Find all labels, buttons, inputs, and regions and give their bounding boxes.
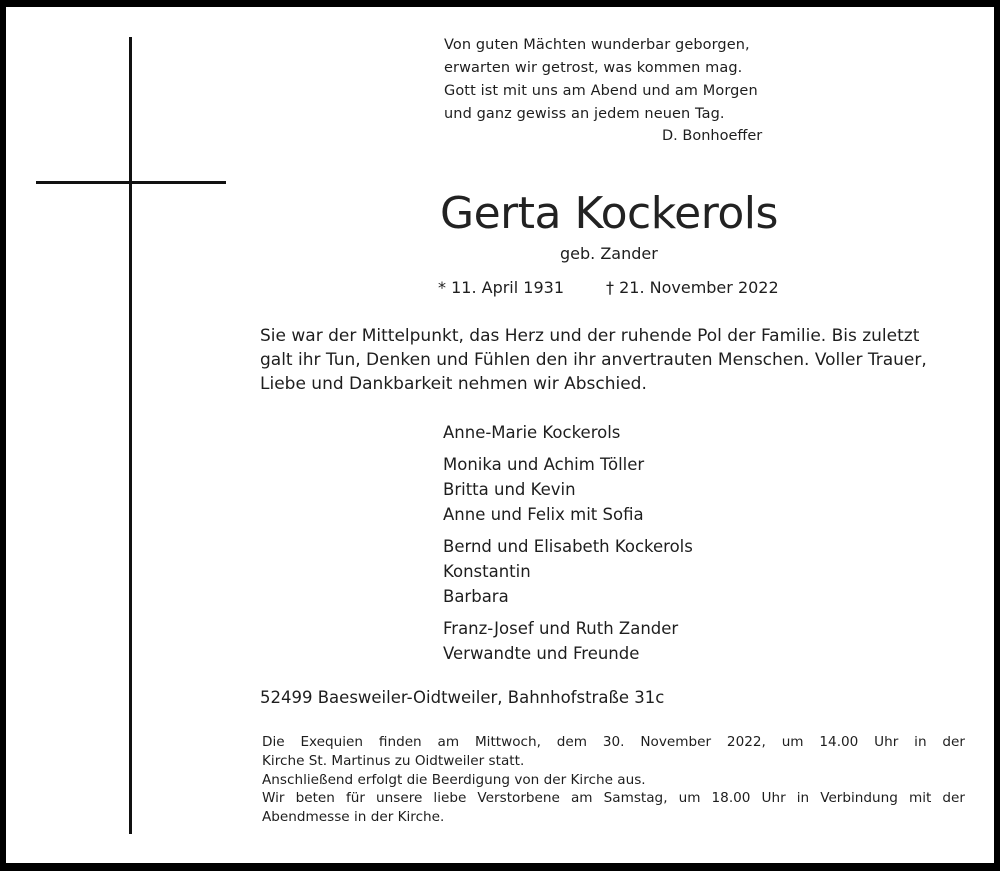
funeral-notice bbox=[262, 733, 965, 827]
tribute-line: Sie war der Mittelpunkt, das Herz und der ruhende Pol der Familie. Bis zuletzt bbox=[260, 326, 920, 346]
mourners-list bbox=[443, 420, 693, 673]
cross-icon-horizontal-bar bbox=[36, 181, 226, 184]
mourner-name: Verwandte und Freunde bbox=[443, 644, 640, 663]
deceased-name: Gerta Kockerols bbox=[440, 188, 778, 239]
cross-icon-vertical-bar bbox=[129, 37, 132, 834]
quote-line: Gott ist mit uns am Abend und am Morgen bbox=[444, 83, 758, 99]
mourner-name: Monika und Achim Töller bbox=[443, 455, 645, 474]
family-address: 52499 Baesweiler-Oidtweiler, Bahnhofstraße 31c bbox=[260, 688, 665, 707]
mourner-name: Britta und Kevin bbox=[443, 480, 576, 499]
quote-author: D. Bonhoeffer bbox=[662, 128, 763, 144]
notice-line: Abendmesse in der Kirche. bbox=[262, 809, 445, 826]
mourner-name: Franz-Josef und Ruth Zander bbox=[443, 619, 679, 638]
bonhoeffer-quote bbox=[444, 34, 758, 126]
notice-line: Die Exequien finden am Mittwoch, dem 30. November 2022, um 14.00 Uhr in der bbox=[262, 734, 965, 750]
tribute-text bbox=[260, 324, 950, 396]
birth-date: * 11. April 1931 bbox=[438, 278, 564, 297]
notice-line: Wir beten für unsere liebe Verstorbene am Samstag, um 18.00 Uhr in Verbindung mit der bbox=[262, 790, 965, 807]
mourner-name: Konstantin bbox=[443, 562, 531, 581]
mourner-name: Barbara bbox=[443, 587, 509, 606]
mourner-name: Anne und Felix mit Sofia bbox=[443, 505, 644, 524]
notice-line: Kirche St. Martinus zu Oidtweiler statt. bbox=[262, 752, 525, 769]
mourner-name: Bernd und Elisabeth Kockerols bbox=[443, 537, 693, 556]
mourner-group bbox=[443, 452, 693, 527]
mourner-name: Anne-Marie Kockerols bbox=[443, 423, 621, 442]
tribute-line: Liebe und Dankbarkeit nehmen wir Abschied. bbox=[260, 374, 647, 394]
quote-line: erwarten wir getrost, was kommen mag. bbox=[444, 60, 743, 76]
tribute-line: galt ihr Tun, Denken und Fühlen den ihr anvertrauten Menschen. Voller Trauer, bbox=[260, 350, 927, 370]
notice-line: Anschließend erfolgt die Beerdigung von der Kirche aus. bbox=[262, 771, 646, 788]
quote-line: Von guten Mächten wunderbar geborgen, bbox=[444, 37, 750, 53]
quote-line: und ganz gewiss an jedem neuen Tag. bbox=[444, 106, 725, 122]
mourner-group bbox=[443, 616, 693, 666]
birth-name: geb. Zander bbox=[560, 244, 658, 263]
death-date: † 21. November 2022 bbox=[606, 278, 779, 297]
mourner-group bbox=[443, 420, 693, 445]
mourner-group bbox=[443, 534, 693, 609]
